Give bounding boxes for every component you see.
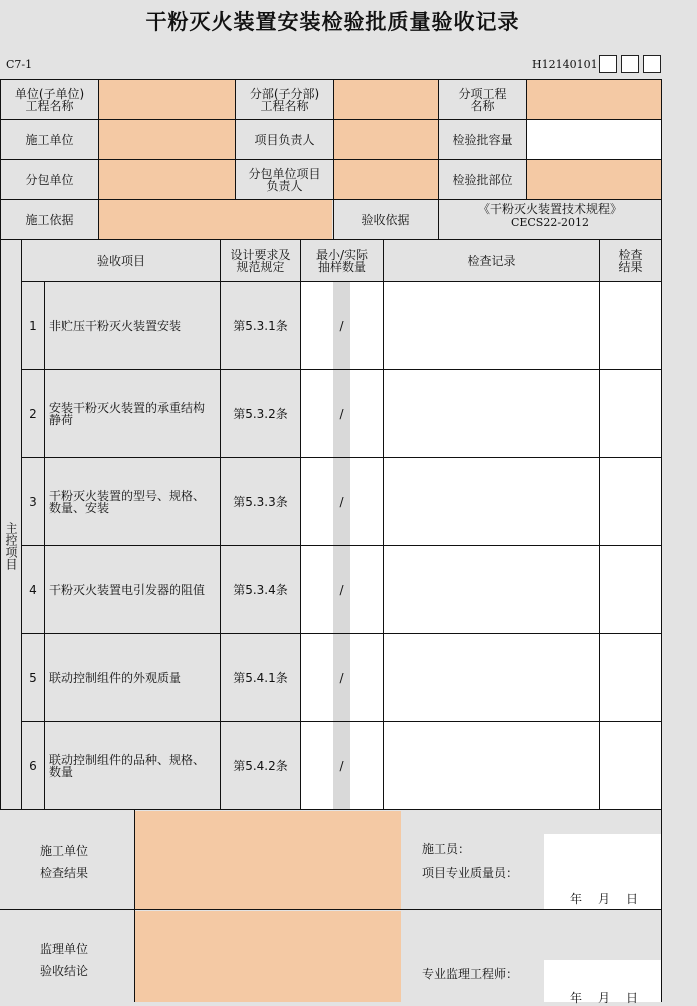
sample-actual-cell[interactable]: [350, 370, 383, 457]
check-result-cell[interactable]: [600, 722, 661, 809]
supervisor-label: [40, 938, 88, 982]
sample-min-cell[interactable]: [301, 282, 333, 369]
check-result-cell[interactable]: [600, 546, 661, 633]
sample-slash: /: [333, 458, 350, 545]
sub-manager-label: 分包单位项目 负责人: [248, 166, 321, 193]
manager-label: 项目负责人: [254, 132, 315, 147]
doc-code: H12140101: [532, 58, 598, 71]
sample-actual-cell[interactable]: [350, 634, 383, 721]
code-box-1[interactable]: [599, 55, 617, 73]
sample-min-cell[interactable]: [301, 458, 333, 545]
sample-slash: /: [333, 722, 350, 809]
item-clause: 第5.3.3条: [233, 494, 288, 509]
col-result-header: 检查 结果: [618, 247, 643, 274]
sample-min-cell[interactable]: [301, 370, 333, 457]
sample-min-cell[interactable]: [301, 722, 333, 809]
unit-name-label: 单位(子单位) 工程名称: [14, 86, 85, 113]
sample-slash: /: [333, 370, 350, 457]
grid-line: [0, 809, 662, 810]
grid-line: [21, 457, 662, 458]
acceptance-basis-title: 《干粉灭火装置技术规程》: [477, 202, 622, 216]
sample-min-cell[interactable]: [301, 634, 333, 721]
grid-line: [21, 239, 22, 809]
basis-label: 施工依据: [25, 212, 74, 227]
grid-line: [235, 79, 236, 199]
grid-line: [526, 79, 527, 199]
manager-field[interactable]: [334, 120, 438, 159]
check-result-cell[interactable]: [600, 458, 661, 545]
sample-actual-cell[interactable]: [350, 546, 383, 633]
grid-line: [21, 633, 662, 634]
item-clause: 第5.4.1条: [233, 670, 288, 685]
grid-line: [0, 239, 662, 240]
quality-label: 项目专业质量员：: [422, 866, 519, 880]
code-box-3[interactable]: [643, 55, 661, 73]
col-sample-header: 最小/实际 抽样数量: [315, 247, 369, 274]
contractor-label: 施工单位: [25, 132, 74, 147]
capacity-field[interactable]: [527, 120, 661, 159]
sub-manager-field[interactable]: [334, 160, 438, 199]
grid-line: [438, 79, 439, 239]
date-label-2: 年 月 日: [570, 991, 641, 1005]
sample-actual-cell[interactable]: [350, 722, 383, 809]
item-name: 安装干粉灭火装置的承重结构静荷: [49, 400, 206, 427]
item-number: 6: [29, 758, 37, 773]
item-number: 5: [29, 670, 37, 685]
grid-line: [21, 721, 662, 722]
grid-line: [661, 79, 662, 1002]
subcontractor-field[interactable]: [99, 160, 235, 199]
item-clause: 第5.4.2条: [233, 758, 288, 773]
grid-line: [383, 239, 384, 809]
check-record-cell[interactable]: [384, 722, 599, 809]
sample-slash: /: [333, 546, 350, 633]
supervisor-line-1: 监理单位: [40, 942, 89, 956]
grid-line: [21, 545, 662, 546]
code-box-2[interactable]: [621, 55, 639, 73]
item-name: 干粉灭火装置电引发器的阻值: [49, 582, 206, 597]
sample-slash: /: [333, 634, 350, 721]
sample-slash: /: [333, 282, 350, 369]
contractor-check-field[interactable]: [135, 811, 401, 909]
item-clause: 第5.3.1条: [233, 318, 288, 333]
check-record-cell[interactable]: [384, 546, 599, 633]
contractor-check-label: [40, 840, 88, 884]
grid-line: [0, 79, 1, 810]
item-clause: 第5.3.4条: [233, 582, 288, 597]
check-record-cell[interactable]: [384, 282, 599, 369]
supervisor-line-2: 验收结论: [40, 964, 89, 978]
contractor-check-line-1: 施工单位: [40, 844, 89, 858]
col-record-header: 检查记录: [467, 253, 516, 268]
location-label: 检验批部位: [452, 172, 513, 187]
engineer-label: 专业监理工程师：: [422, 967, 519, 981]
main-items-label: [1, 282, 21, 809]
capacity-label: 检验批容量: [452, 132, 513, 147]
main-items-text: 主控项目: [4, 521, 18, 570]
grid-line: [0, 119, 662, 120]
subitem-name-field[interactable]: [527, 80, 661, 119]
division-name-label: 分部(子分部) 工程名称: [249, 86, 320, 113]
item-name: 干粉灭火装置的型号、规格、数量、安装: [49, 488, 206, 515]
acceptance-basis-label: 验收依据: [361, 212, 410, 227]
col-design-header: 设计要求及 规范规定: [230, 247, 291, 274]
check-result-cell[interactable]: [600, 282, 661, 369]
check-result-cell[interactable]: [600, 634, 661, 721]
col-item-header: 验收项目: [96, 253, 145, 268]
item-name: 联动控制组件的品种、规格、数量: [49, 752, 206, 779]
grid-line: [0, 909, 662, 910]
grid-line: [21, 369, 662, 370]
subcontractor-label: 分包单位: [25, 172, 74, 187]
grid-line: [0, 79, 662, 80]
grid-line: [134, 809, 135, 1002]
contractor-check-line-2: 检查结果: [40, 866, 89, 880]
check-record-cell[interactable]: [384, 458, 599, 545]
form-code: C7-1: [6, 58, 33, 71]
grid-line: [0, 159, 662, 160]
division-name-field[interactable]: [334, 80, 438, 119]
grid-line: [98, 79, 99, 239]
item-name: 非贮压干粉灭火装置安装: [49, 318, 182, 333]
item-clause: 第5.3.2条: [233, 406, 288, 421]
subitem-name-label: 分项工程 名称: [458, 86, 507, 113]
check-record-cell[interactable]: [384, 370, 599, 457]
check-record-cell[interactable]: [384, 634, 599, 721]
grid-line: [300, 239, 301, 809]
page-title: 干粉灭火装置安装检验批质量验收记录: [145, 9, 520, 34]
grid-line: [599, 239, 600, 809]
acceptance-basis-code: CECS22-2012: [510, 216, 590, 229]
item-number: 4: [29, 582, 37, 597]
builder-label: 施工员：: [422, 842, 471, 856]
item-number: 2: [29, 406, 37, 421]
unit-name-field[interactable]: [99, 80, 235, 119]
acceptance-basis-value: [439, 202, 661, 238]
check-result-cell[interactable]: [600, 370, 661, 457]
basis-field[interactable]: [99, 200, 332, 239]
item-number: 3: [29, 494, 37, 509]
location-field[interactable]: [527, 160, 661, 199]
sample-actual-cell[interactable]: [350, 282, 383, 369]
contractor-field[interactable]: [99, 120, 235, 159]
date-label-1: 年 月 日: [570, 892, 641, 906]
grid-line: [220, 239, 221, 809]
grid-line: [333, 79, 334, 239]
sample-actual-cell[interactable]: [350, 458, 383, 545]
grid-line: [0, 199, 662, 200]
item-name: 联动控制组件的外观质量: [49, 670, 182, 685]
item-number: 1: [29, 318, 37, 333]
supervisor-conclusion-field[interactable]: [135, 911, 401, 1002]
grid-line: [21, 281, 662, 282]
sample-min-cell[interactable]: [301, 546, 333, 633]
